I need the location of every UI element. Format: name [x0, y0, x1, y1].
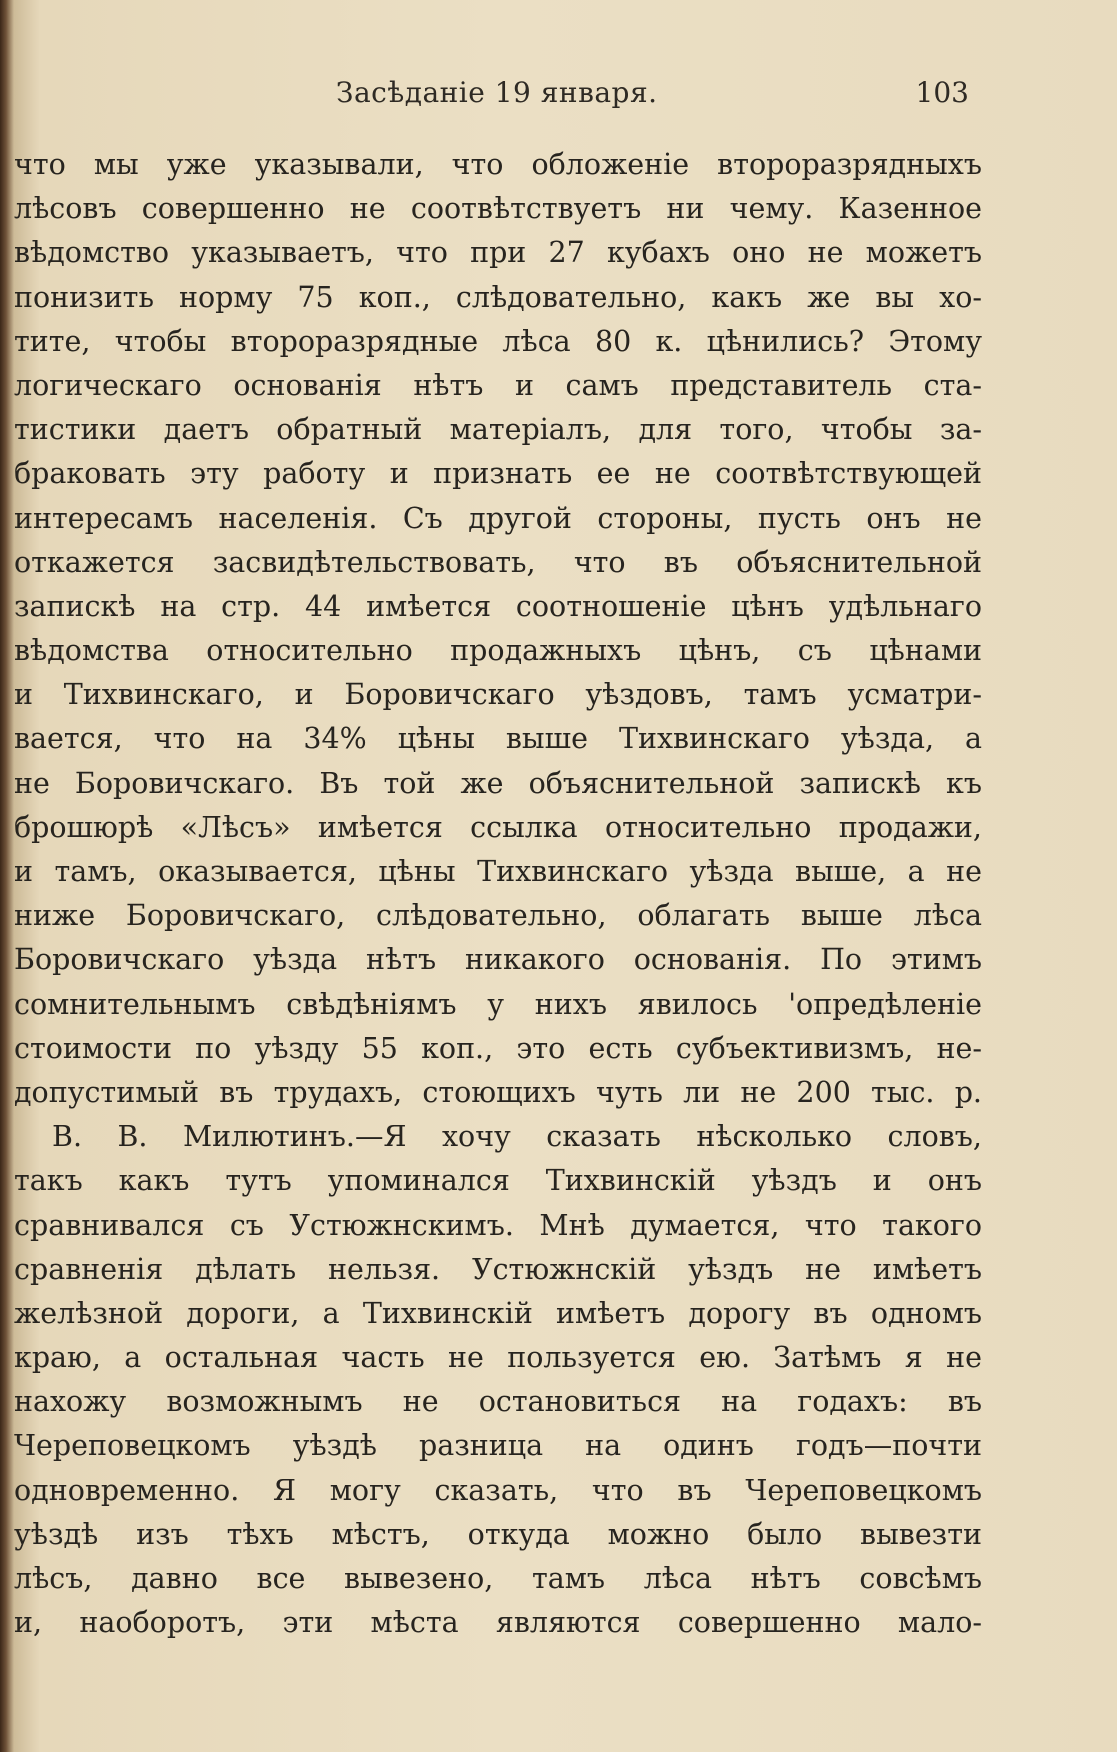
text-line: краю, а остальная часть не пользуется ею. Затѣмъ я не	[14, 1341, 982, 1375]
text-line: и Тихвинскаго, и Боровичскаго уѣздовъ, тамъ усматри-	[14, 678, 982, 712]
text-line: сомнительнымъ свѣдѣніямъ у нихъ явилось 'опредѣленіе	[14, 987, 982, 1021]
text-line: нахожу возможнымъ не остановиться на годахъ: въ	[14, 1385, 982, 1419]
text-line: желѣзной дороги, а Тихвинскій имѣетъ дорогу въ одномъ	[14, 1296, 982, 1330]
running-title: Засѣданіе 19 января.	[336, 76, 658, 109]
text-line: и, наоборотъ, эти мѣста являются совершенно мало-	[14, 1606, 982, 1640]
text-line: вѣдомства относительно продажныхъ цѣнъ, съ цѣнами	[14, 634, 982, 668]
text-line: не Боровичскаго. Въ той же объяснительной запискѣ къ	[14, 766, 982, 800]
text-line: лѣсъ, давно все вывезено, тамъ лѣса нѣтъ совсѣмъ	[14, 1562, 982, 1595]
text-line: тите, чтобы второразрядные лѣса 80 к. цѣнились? Этому	[14, 324, 982, 358]
text-line: сравнивался съ Устюжнскимъ. Мнѣ думается, что такого	[14, 1208, 982, 1242]
text-line: логическаго основанія нѣтъ и самъ представитель ста-	[14, 368, 982, 402]
text-line: стоимости по уѣзду 55 коп., это есть субъективизмъ, не-	[14, 1031, 982, 1065]
text-line: запискѣ на стр. 44 имѣется соотношеніе цѣнъ удѣльнаго	[14, 589, 982, 623]
text-line: тистики даетъ обратный матеріалъ, для того, чтобы за-	[14, 413, 982, 447]
text-line: и тамъ, оказывается, цѣны Тихвинскаго уѣзда выше, а не	[14, 855, 982, 888]
text-line: интересамъ населенія. Съ другой стороны, пусть онъ не	[14, 501, 982, 535]
text-line: такъ какъ тутъ упоминался Тихвинскій уѣздъ и онъ	[14, 1164, 982, 1198]
text-line: В. В. Милютинъ.—Я хочу сказать нѣсколько словъ,	[52, 1120, 982, 1154]
text-line: Череповецкомъ уѣздѣ разница на одинъ годъ—почти	[14, 1429, 982, 1463]
text-line: откажется засвидѣтельствовать, что въ объяснительной	[14, 545, 982, 579]
text-line: вѣдомство указываетъ, что при 27 кубахъ оно не можетъ	[14, 236, 982, 270]
text-line: вается, что на 34% цѣны выше Тихвинскаго уѣзда, а	[14, 722, 982, 756]
text-line: понизить норму 75 коп., слѣдовательно, какъ же вы хо-	[14, 280, 982, 314]
text-line: браковать эту работу и признать ее не соотвѣтствующей	[14, 457, 982, 491]
text-line: ниже Боровичскаго, слѣдовательно, облагать выше лѣса	[14, 899, 982, 933]
text-line: Боровичскаго уѣзда нѣтъ никакого основанія. По этимъ	[14, 943, 982, 977]
text-line: брошюрѣ «Лѣсъ» имѣется ссылка относительно продажи,	[14, 810, 982, 844]
text-line: лѣсовъ совершенно не соотвѣтствуетъ ни чему. Казенное	[14, 192, 982, 226]
body-text	[14, 143, 982, 1645]
page-header	[0, 76, 1117, 116]
text-line: одновременно. Я могу сказать, что въ Череповецкомъ	[14, 1473, 982, 1507]
text-line: что мы уже указывали, что обложеніе второразрядныхъ	[14, 148, 982, 181]
text-line: сравненія дѣлать нельзя. Устюжнскій уѣздъ не имѣетъ	[14, 1252, 982, 1286]
page-number: 103	[915, 76, 969, 109]
text-line: допустимый въ трудахъ, стоющихъ чуть ли не 200 тыс. р.	[14, 1075, 982, 1109]
text-line: уѣздѣ изъ тѣхъ мѣстъ, откуда можно было вывезти	[14, 1517, 982, 1551]
